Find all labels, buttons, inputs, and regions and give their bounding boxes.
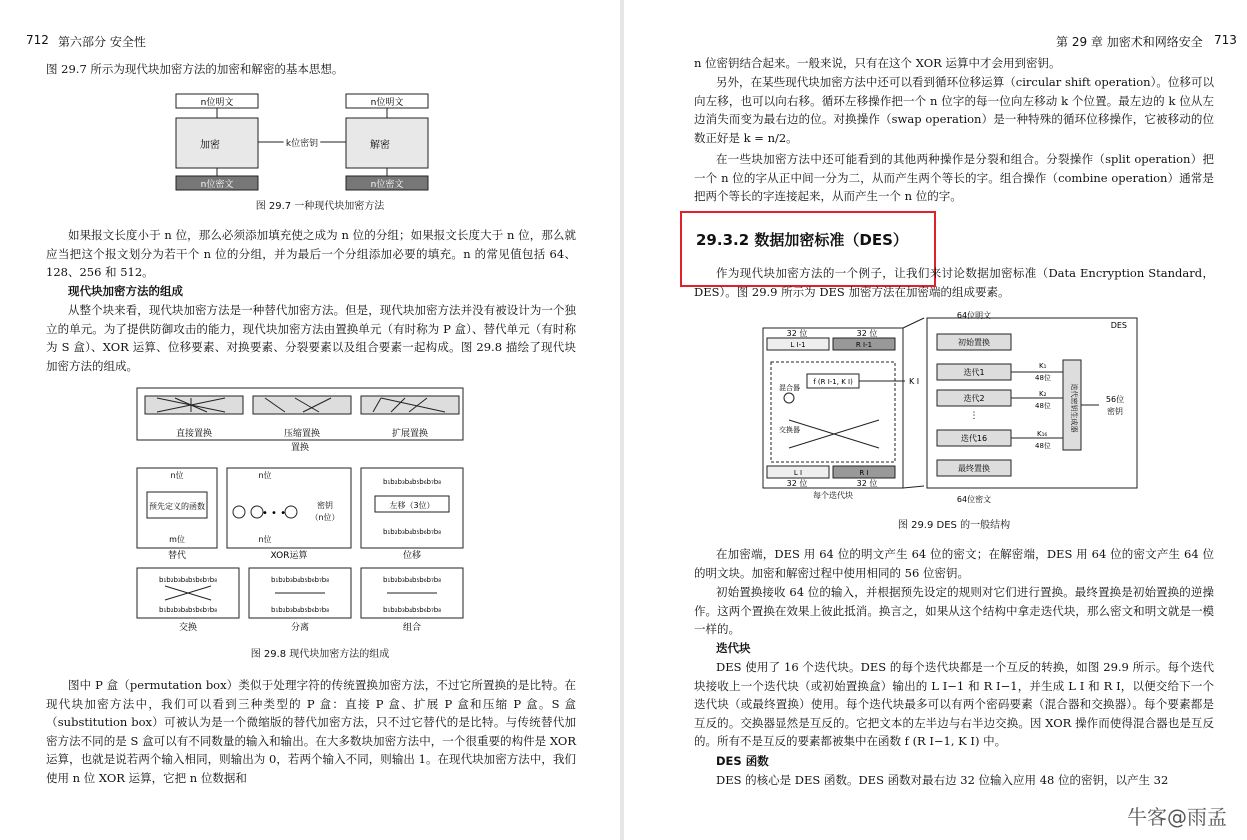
svg-text:扩展置换: 扩展置换 xyxy=(391,429,429,439)
combine-label: 组合 xyxy=(402,623,422,633)
figure-29-9 xyxy=(759,310,1159,510)
swap-label: 交换 xyxy=(178,623,198,633)
fig3-56: 56位 xyxy=(1105,395,1125,404)
perm-title: 置换 xyxy=(290,443,310,453)
svg-text:b₁b₂b₃b₄b₅b₆b₇b₈: b₁b₂b₃b₄b₅b₆b₇b₈ xyxy=(383,606,441,614)
svg-text:• • •: • • • xyxy=(261,508,287,519)
r-para-1: n 位密钥结合起来。一般来说，只有在这个 XOR 运算中才会用到密钥。 xyxy=(694,56,1061,70)
r-para-4: 作为现代块加密方法的一个例子，让我们来讨论数据加密标准（Data Encryption Standard，DES）。图 29.9 所示为 DES 加密方法在加密端的组成要素。 xyxy=(694,266,1214,299)
shift-row-bottom: b₁b₂b₃b₄b₅b₆b₇b₈ xyxy=(383,528,441,536)
subst-n: n位 xyxy=(170,471,184,480)
para-2: 从整个块来看，现代块加密方法是一种替代加密方法。但是，现代块加密方法并没有被设计为一个独立的单元。为了提供防御攻击的能力，现代块加密方法由置换单元（有时称为 P 盒）、替代单元（有时称为 S 盒）、XOR 运算、位移要素、对换要素、分裂要素以及组合要素一起构成。图 29.8 描绘了现代块加密方法的组成。 xyxy=(46,303,576,373)
section-heading: 29.3.2 数据加密标准（DES） xyxy=(696,231,908,249)
r-para-7: DES 使用了 16 个迭代块。DES 的每个迭代块都是一个互反的转换，如图 29.9 所示。每个迭代块接收上一个迭代块（或初始置换盒）输出的 L I−1 和 R I−1，并生成 L I 和 R I，以便交给下一个迭代块（或最终置换）使用。每个迭代块最多可以有两个密码要素（混合器和交换器）。每个要素都是互反的。交换器显然是互反的。它把文本的左半边与右半边交换。因 XOR 操作而使得混合器也是互反的。所有不是互反的要素都被集中在函数 f (R I−1, K I) 中。 xyxy=(694,660,1214,749)
xor-n-top: n位 xyxy=(258,471,272,480)
svg-text:b₁b₂b₃b₄b₅b₆b₇b₈: b₁b₂b₃b₄b₅b₆b₇b₈ xyxy=(271,576,329,584)
fig1-ciphertext-right: n位密文 xyxy=(370,180,404,190)
shift-row-top: b₁b₂b₃b₄b₅b₆b₇b₈ xyxy=(383,478,441,486)
figure-29-8 xyxy=(135,386,465,636)
r-para-2: 另外，在某些现代块加密方法中还可以看到循环位移运算（circular shift operation）。位移可以向左移，也可以向右移。循环左移操作把一个 n 位字的每一位向左移动 k 个位置。最左边的 k 位从左边消失而变为最右边的位。对换操作（swap operation）是一种特殊的循环位移操作，它被移动的位数正好是 k = n/2。 xyxy=(694,75,1214,145)
fig3-ki: K I xyxy=(909,377,920,386)
fig1-key: k位密钥 xyxy=(285,139,319,149)
fig3-finalperm: 最终置换 xyxy=(958,464,990,473)
svg-text:32 位: 32 位 xyxy=(856,479,878,488)
fig3-key: 密钥 xyxy=(1107,407,1123,416)
svg-text:b₁b₂b₃b₄b₅b₆b₇b₈: b₁b₂b₃b₄b₅b₆b₇b₈ xyxy=(159,576,217,584)
page-number-right: 713 xyxy=(1214,33,1237,47)
part-title: 第六部分 安全性 xyxy=(58,35,146,49)
fig3-des: DES xyxy=(1110,321,1127,330)
heading-iteration: 迭代块 xyxy=(716,641,751,655)
fig3-in64: 64位明文 xyxy=(956,311,992,320)
subst-m: m位 xyxy=(169,535,185,544)
xor-key-bits: （n位） xyxy=(310,513,340,522)
fig3-mixer: 混合器 xyxy=(779,384,800,392)
svg-text:压缩置换: 压缩置换 xyxy=(283,429,321,439)
svg-text:L I: L I xyxy=(793,469,803,477)
svg-text:⋮: ⋮ xyxy=(969,411,979,421)
fig3-out64: 64位密文 xyxy=(956,495,992,504)
fig1-ciphertext-left: n位密文 xyxy=(200,180,234,190)
svg-text:L I-1: L I-1 xyxy=(790,341,806,349)
svg-text:48位: 48位 xyxy=(1035,442,1051,450)
fig3-swapper: 交换器 xyxy=(779,426,800,434)
fig3-32a: 32 位 xyxy=(786,329,808,338)
perm-compress xyxy=(253,396,351,439)
r-para-8: DES 的核心是 DES 函数。DES 函数对最右边 32 位输入应用 48 位的密钥，以产生 32 xyxy=(716,773,1169,787)
fig1-plaintext-right: n位明文 xyxy=(370,98,404,108)
fig3-caption: 图 29.9 DES 的一般结构 xyxy=(897,520,1011,531)
page-number: 712 xyxy=(26,33,49,47)
watermark: 牛客@雨孟 xyxy=(1127,805,1227,829)
fig1-plaintext-left: n位明文 xyxy=(200,98,234,108)
svg-text:b₁b₂b₃b₄b₅b₆b₇b₈: b₁b₂b₃b₄b₅b₆b₇b₈ xyxy=(159,606,217,614)
r-para-6: 初始置换接收 64 位的输入，并根据预先设定的规则对它们进行置换。最终置换是初始置换的逆操作。这两个置换在效果上彼此抵消。换言之，如果从这个结构中拿走迭代块，那么密文和明文就是一模一样的。 xyxy=(694,585,1214,637)
shift-box: 左移（3位） xyxy=(389,501,435,510)
fig3-32b: 32 位 xyxy=(856,329,878,338)
shift-label: 位移 xyxy=(402,551,422,561)
perm-expand xyxy=(361,396,459,439)
r-para-3: 在一些块加密方法中还可能看到的其他两种操作是分裂和组合。分裂操作（split operation）把一个 n 位的字从正中间一分为二，从而产生两个等长的字。组合操作（combine operation）通常是把两个等长的字连接起来，从而产生一个 n 位的字。 xyxy=(694,152,1214,204)
r-para-5: 在加密端，DES 用 64 位的明文产生 64 位的密文；在解密端，DES 用 64 位的密文产生 64 位的明文块。加密和解密过程中使用相同的 56 位密钥。 xyxy=(694,547,1214,580)
split-label: 分离 xyxy=(290,623,310,633)
svg-text:K₂: K₂ xyxy=(1039,390,1047,398)
svg-text:R I: R I xyxy=(859,469,869,477)
xor-n-bottom: n位 xyxy=(258,535,272,544)
svg-text:K₁₆: K₁₆ xyxy=(1037,430,1048,438)
fig3-keygen: 迭代密钥生成器 xyxy=(1070,383,1078,433)
fig3-initperm: 初始置换 xyxy=(958,338,990,347)
svg-text:32 位: 32 位 xyxy=(786,479,808,488)
svg-text:b₁b₂b₃b₄b₅b₆b₇b₈: b₁b₂b₃b₄b₅b₆b₇b₈ xyxy=(383,576,441,584)
fig1-decrypt: 解密 xyxy=(370,140,390,151)
subst-label: 替代 xyxy=(167,551,187,561)
chapter-title: 第 29 章 加密术和网络安全 xyxy=(1056,35,1203,49)
svg-text:R I-1: R I-1 xyxy=(855,341,873,349)
fig3-f: f (R I-1, K I) xyxy=(813,378,853,386)
left-page xyxy=(0,0,620,840)
intro-text: 图 29.7 所示为现代块加密方法的加密和解密的基本思想。 xyxy=(46,62,344,76)
svg-text:48位: 48位 xyxy=(1035,402,1051,410)
fig3-iterblock: 每个迭代块 xyxy=(813,491,853,500)
svg-text:b₁b₂b₃b₄b₅b₆b₇b₈: b₁b₂b₃b₄b₅b₆b₇b₈ xyxy=(271,606,329,614)
svg-text:48位: 48位 xyxy=(1035,374,1051,382)
svg-text:直接置换: 直接置换 xyxy=(175,429,213,439)
perm-straight xyxy=(145,396,243,439)
fig1-caption: 图 29.7 一种现代块加密方法 xyxy=(255,201,385,212)
xor-label: XOR运算 xyxy=(270,551,308,561)
right-page xyxy=(624,0,1247,840)
fig1-encrypt: 加密 xyxy=(200,140,220,151)
xor-key: 密钥 xyxy=(317,501,333,510)
subst-box: 预先定义的函数 xyxy=(149,502,205,511)
para-3: 图中 P 盒（permutation box）类似于处理字符的传统置换加密方法，不过它所置换的是比特。在现代块加密方法中，我们可以看到三种类型的 P 盒：直接 P 盒、扩展 P 盒和压缩 P 盒。S 盒（substitution box）可被认为是一个微缩版的替代加密方法，只不过它替代的是比特。与传统替代加密方法不同的是 S 盒可以有不同数量的输入和输出。在大多数块加密方法中，一个很重要的构件是 XOR 运算，也就是说若两个输入相同，则输出为 0，若两个输入不同，则输出 1。在现代块加密方法中，我们使用 n 位 XOR 运算，它把 n 位数据和 xyxy=(46,678,576,785)
figure-29-7 xyxy=(170,92,470,192)
fig3-iter2: 迭代2 xyxy=(963,394,985,403)
heading-des-function: DES 函数 xyxy=(716,754,769,768)
fig3-iter1: 迭代1 xyxy=(963,368,985,377)
fig2-caption: 图 29.8 现代块加密方法的组成 xyxy=(250,649,390,660)
para-1: 如果报文长度小于 n 位，那么必须添加填充使之成为 n 位的分组；如果报文长度大于 n 位，那么就应当把这个报文划分为若干个 n 位的分组，并为最后一个分组添加必要的填充。n 的常见值包括 64、128、256 和 512。 xyxy=(46,228,576,280)
fig3-iter16: 迭代16 xyxy=(960,434,988,443)
heading-components: 现代块加密方法的组成 xyxy=(68,284,183,298)
svg-text:K₁: K₁ xyxy=(1039,362,1047,370)
